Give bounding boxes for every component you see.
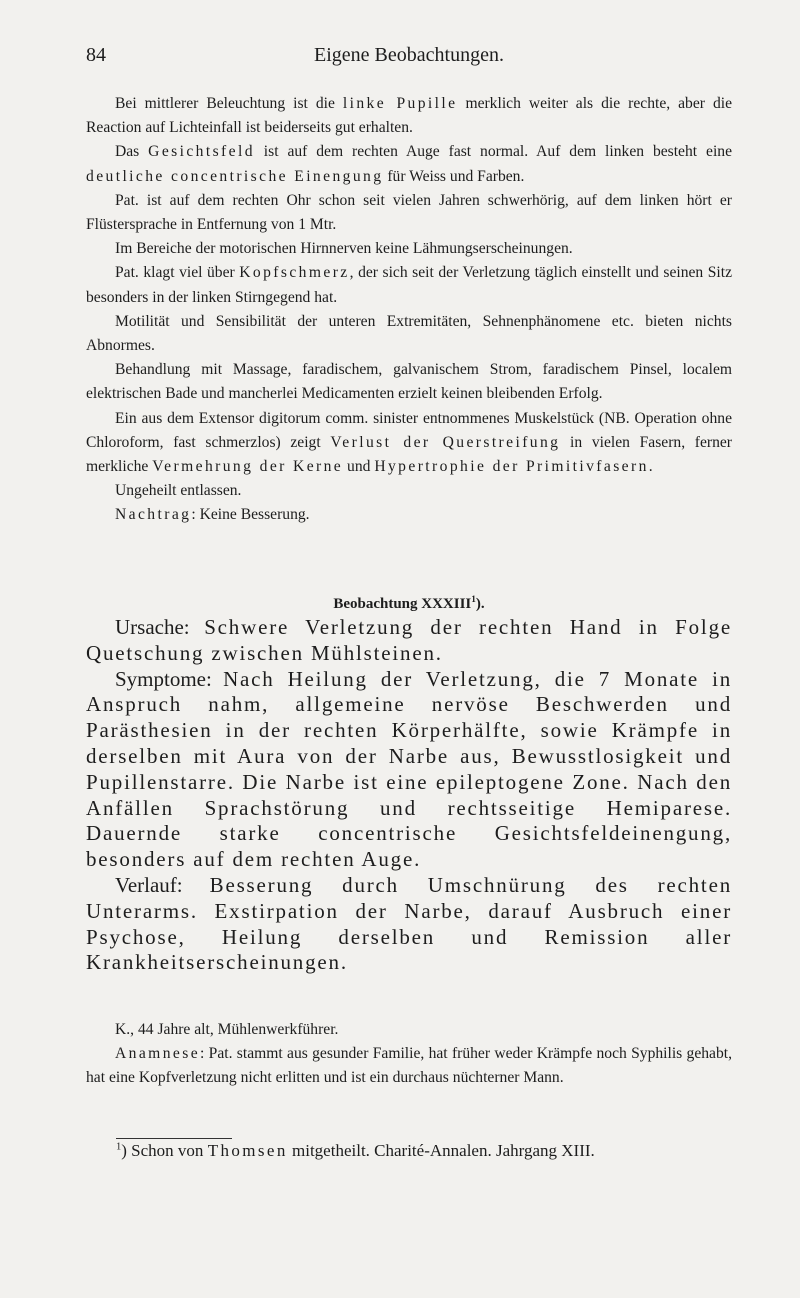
paragraph-discharge: Ungeheilt entlassen. [115,482,242,500]
footnote-reference: 1 [471,595,476,605]
footnote: $^1$) Schon von Thomsen mitgetheilt. Charité-Annalen. Jahrgang XIII. [116,1141,595,1160]
page-number: 84 [86,44,106,66]
paragraph-treatment: Behandlung mit Massage, faradischem, galvanischem Strom, faradischem Pinsel, localem elektrischen Bade und mancherlei Medicamenten erzielt keinen bleibenden Erfolg. [86,361,732,403]
paragraph-motility: Motilität und Sensibilität der unteren Extremitäten, Sehnenphänomene etc. bieten nichts Abnormes. [86,312,732,355]
case-summary [86,615,732,976]
paragraph-hearing: Pat. ist auf dem rechten Ohr schon seit vielen Jahren schwerhörig, auf dem linken hört er Flüstersprache in Entfernung von 1 Mtr. [86,191,732,234]
paragraph-cranial-nerves: Im Bereiche der motorischen Hirnnerven keine Lähmungserscheinungen. [115,240,573,258]
anamnesis: Anamnese: Pat. stammt aus gesunder Familie, hat früher weder Krämpfe noch Syphilis gehabt, hat eine Kopfverletzung nicht erlitten und ist ein durchaus nüchterner Mann. [86,1045,732,1087]
page-header [86,44,732,74]
paragraph-visual-field: Das Gesichtsfeld ist auf dem rechten Auge fast normal. Auf dem linken besteht eine deutliche concentrische Einengung für Weiss und Farben. [86,143,732,185]
patient-identity: K., 44 Jahre alt, Mühlenwerkführer. [115,1021,339,1038]
paragraph-muscle-biopsy: Ein aus dem Extensor digitorum comm. sinister entnommenes Muskelstück (NB. Operation ohne Chloroform, fast schmerzlos) zeigt Verlust der Querstreifung in vielen Fasern, ferner merkliche Vermehrung der Kerne und Hypertrophie der Primitivfasern. [86,409,732,476]
footnote-marker: 1 [116,1141,122,1153]
summary-course: Verlauf: Besserung durch Umschnürung des rechten Unterarms. Exstirpation der Narbe, darauf Ausbruch einer Psychose, Heilung derselben und Remission aller Krankheitserscheinungen. [86,872,732,975]
paragraph-pupil: Bei mittlerer Beleuchtung ist die linke Pupille merklich weiter als die rechte, aber die Reaction auf Lichteinfall ist beiderseits gut erhalten. [86,95,732,137]
summary-cause: Ursache: Schwere Verletzung der rechten Hand in Folge Quetschung zwischen Mühlsteinen. [86,615,732,665]
paragraph-headache: Pat. klagt viel über Kopfschmerz, der sich seit der Verletzung täglich einstellt und seinen Sitz besonders in der linken Stirngegend hat. [86,264,732,306]
case-notes-continued [86,92,732,528]
summary-symptoms: Symptome: Nach Heilung der Verletzung, die 7 Monate in Anspruch nahm, allgemeine nervöse Beschwerden und Parästhesien in der rechten Körperhälfte, sowie Krämpfe in derselben mit Aura von der Narbe aus, Bewusstlosigkeit und Pupillenstarre. Die Narbe ist eine epileptogene Zone. Nach den Anfällen Sprachstörung und rechtsseitige Hemiparese. Dauernde starke concentrische Gesichtsfeldeinengung, besonders auf dem rechten Auge. [86,666,732,872]
case-heading: Beobachtung XXXIII$^1$). [333,595,485,612]
running-head: Eigene Beobachtungen. [314,44,504,66]
patient-history [86,1018,732,1091]
paragraph-addendum: Nachtrag: Keine Besserung. [115,506,310,524]
